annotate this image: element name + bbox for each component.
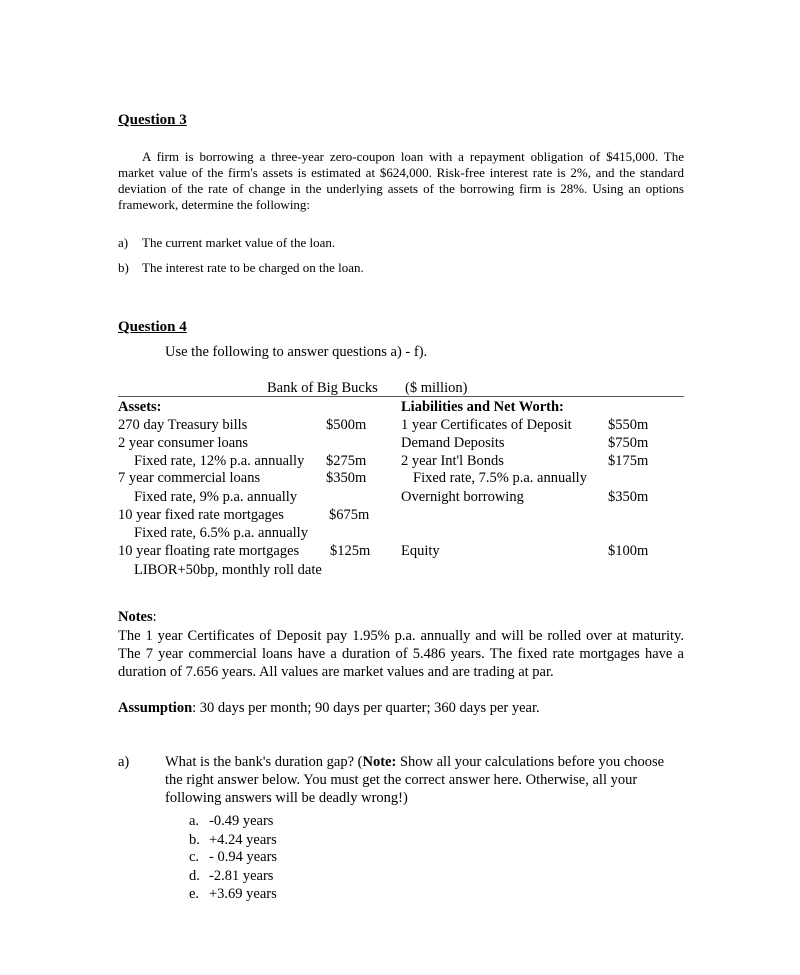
liability-row-name: 2 year Int'l Bonds [401,453,504,469]
question-4-intro: Use the following to answer questions a) - f). [165,344,428,360]
liability-row-name: Overnight borrowing [401,489,524,505]
question-a-note: Note: [362,754,397,770]
liability-row-value: $100m [608,543,649,559]
question-a-text-before: What is the bank's duration gap? ( [165,754,363,770]
liability-row-value: $550m [608,417,649,433]
notes-text: The 1 year Certificates of Deposit pay 1.95% p.a. annually and will be rolled over at maturity. The 7 year commercial loans have a duration of 5.486 years. The fixed rate mortgages have a duration of 7.656 years. All values are market values and are trading at par. [118,628,684,680]
question-a-text-after: Show all your calculations before you choose the right answer below. You must get the correct answer here. Otherwise, all your following answers will be deadly wrong!) [165,754,665,806]
option-text: -2.81 years [209,868,274,884]
question-3-part-b-label: b) [118,260,129,275]
liability-row-name: 1 year Certificates of Deposit [401,417,572,433]
option-text: +4.24 years [209,832,277,848]
option-label: a. [189,813,200,829]
liability-row-value: $175m [608,453,649,469]
notes-label: Notes [118,609,153,625]
option-label: d. [189,868,200,884]
option-text: +3.69 years [209,886,277,902]
option-label: b. [189,832,200,848]
question-3-part-a-text: The current market value of the loan. [142,235,336,250]
liability-row-value: $750m [608,435,649,451]
option-label: c. [189,849,200,865]
asset-row-name: 10 year fixed rate mortgages [118,507,284,523]
liabilities-header: Liabilities and Net Worth: [401,399,564,415]
question-3-part-a-label: a) [118,235,129,250]
assumption-text: : 30 days per month; 90 days per quarter; 360 days per year. [192,700,540,716]
liability-row-value: $350m [608,489,649,505]
liability-row-name: Equity [401,543,440,559]
asset-row-name: Fixed rate, 9% p.a. annually [134,489,298,505]
asset-row-value: $275m [326,453,367,469]
asset-row-value: $500m [326,417,367,433]
assumption-line [118,699,684,717]
assumption-label: Assumption [118,700,193,716]
table-units: ($ million) [405,380,468,396]
asset-row-name: Fixed rate, 6.5% p.a. annually [134,525,308,541]
option-text: - 0.94 years [209,849,278,865]
liability-row-name: Demand Deposits [401,435,505,451]
table-header-rule [118,396,684,397]
liability-row-name: Fixed rate, 7.5% p.a. annually [413,470,587,486]
option-text: -0.49 years [209,813,274,829]
asset-row-name: LIBOR+50bp, monthly roll date [134,562,322,578]
question-3-paragraph: A firm is borrowing a three-year zero-coupon loan with a repayment obligation of $415,000. The market value of the firm's assets is estimated at $624,000. Risk-free interest rate is 2%, and the standard deviation of the rate of change in the underlying assets of the borrowing firm is 28%. Using an options framework, determine the following: [118,149,684,212]
asset-row-value: $675m [329,507,370,523]
notes-colon: : [152,609,157,625]
question-a-text [165,753,685,807]
asset-row-value: $350m [326,470,367,486]
asset-row-name: 7 year commercial loans [118,470,261,486]
assets-header: Assets: [118,399,162,415]
table-title: Bank of Big Bucks [267,380,378,396]
asset-row-value: $125m [330,543,371,559]
question-3-part-b-text: The interest rate to be charged on the loan. [142,260,364,275]
question-a-label: a) [118,754,130,770]
question-4-heading: Question 4 [118,319,187,335]
option-label: e. [189,886,200,902]
asset-row-name: 10 year floating rate mortgages [118,543,300,559]
notes-heading [118,608,157,626]
asset-row-name: Fixed rate, 12% p.a. annually [134,453,305,469]
asset-row-name: 270 day Treasury bills [118,417,248,433]
question-3-heading: Question 3 [118,112,187,128]
asset-row-name: 2 year consumer loans [118,435,249,451]
